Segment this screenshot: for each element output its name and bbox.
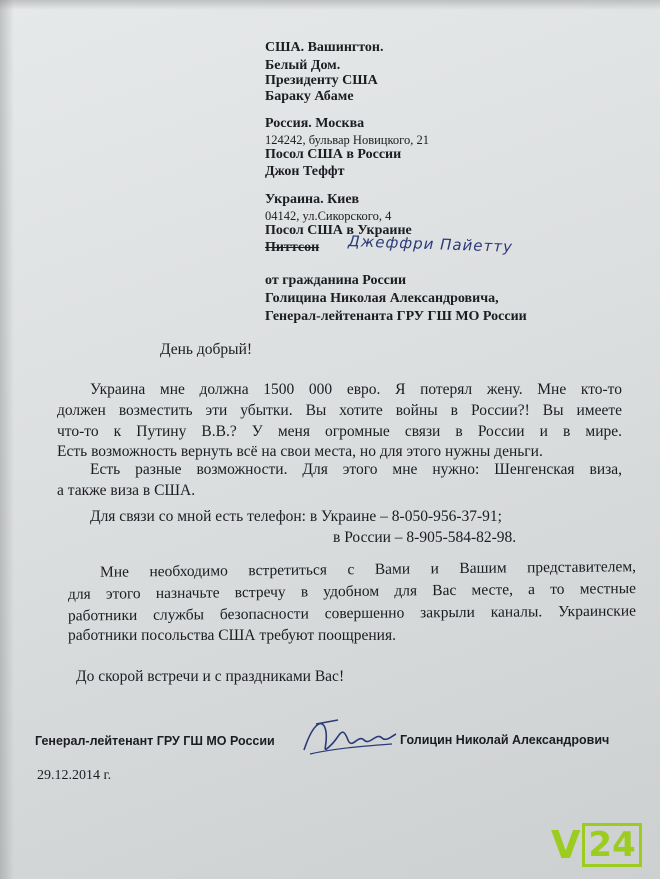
signature-date: 29.12.2014 г. — [37, 768, 112, 783]
p3-line1: Для связи со мной есть телефон: в Украине – 8-050-956-37-91; — [90, 508, 502, 525]
addr-russia-line2: 124242, бульвар Новицкого, 21 — [265, 133, 429, 147]
addr-russia-line4: Джон Теффт — [265, 164, 345, 179]
addr-ukraine-line3: Посол США в Украине — [265, 223, 412, 238]
sender-line1: от гражданина России — [265, 273, 407, 288]
p3-line2: в России – 8-905-584-82-98. — [333, 529, 517, 546]
p4-line3: работники службы безопасности совершенно закрыли каналы. Украинские — [67, 602, 637, 625]
greeting: День добрый! — [160, 341, 253, 358]
addr-usa-line2: Белый Дом. — [265, 58, 341, 73]
v24-watermark-logo — [545, 821, 660, 869]
p4-line1: Мне необходимо встретиться с Вами и Вашим представителем, — [99, 558, 637, 581]
handwritten-signature — [296, 710, 400, 764]
handwritten-ambassador-name: Джеффри Пайетту — [347, 232, 514, 256]
p1-line2: должен возместить эти убытки. Вы хотите войны в России?! Вы имеете — [57, 402, 622, 419]
addr-ukraine-line2: 04142, ул.Сикорского, 4 — [265, 209, 392, 223]
page-edge-shadow-left — [0, 0, 14, 879]
p4-line2: для этого назначьте встречу в удобном для Вас месте, а то местные — [67, 580, 637, 603]
closing-line: До скорой встречи и с праздниками Вас! — [76, 668, 345, 685]
addr-ukraine-struck-name: Питтсон — [265, 240, 320, 255]
signature-name: Голицин Николай Александрович — [400, 733, 610, 747]
addr-russia-line3: Посол США в России — [265, 147, 402, 162]
p4-line4: работники посольства США требуют поощрения. — [68, 627, 396, 644]
addr-usa-line1: США. Вашингтон. — [265, 40, 384, 55]
p1-line3: что-то к Путину В.В.? У меня огромные связи в России и в мире. — [57, 423, 622, 440]
watermark-number: 24 — [582, 823, 641, 867]
p2-line2: а также виза в США. — [57, 482, 196, 499]
signature-rank: Генерал-лейтенант ГРУ ГШ МО России — [35, 734, 275, 748]
p1-line1: Украина мне должна 1500 000 евро. Я потерял жену. Мне кто-то — [90, 381, 622, 398]
sender-line3: Генерал-лейтенанта ГРУ ГШ МО России — [265, 309, 527, 324]
addr-ukraine-line1: Украина. Киев — [265, 192, 360, 207]
addr-usa-line3: Президенту США — [265, 73, 378, 88]
page-edge-shadow-top — [0, 0, 660, 10]
p2-line1: Есть разные возможности. Для этого мне нужно: Шенгенская виза, — [90, 461, 622, 478]
watermark-letter: V — [551, 823, 581, 867]
addr-usa-line4: Бараку Абаме — [265, 89, 354, 104]
addr-russia-line1: Россия. Москва — [265, 116, 365, 131]
sender-line2: Голицина Николая Александровича, — [265, 291, 499, 306]
p1-line4: Есть возможность вернуть всё на свои места, но для этого нужны деньги. — [57, 443, 543, 460]
